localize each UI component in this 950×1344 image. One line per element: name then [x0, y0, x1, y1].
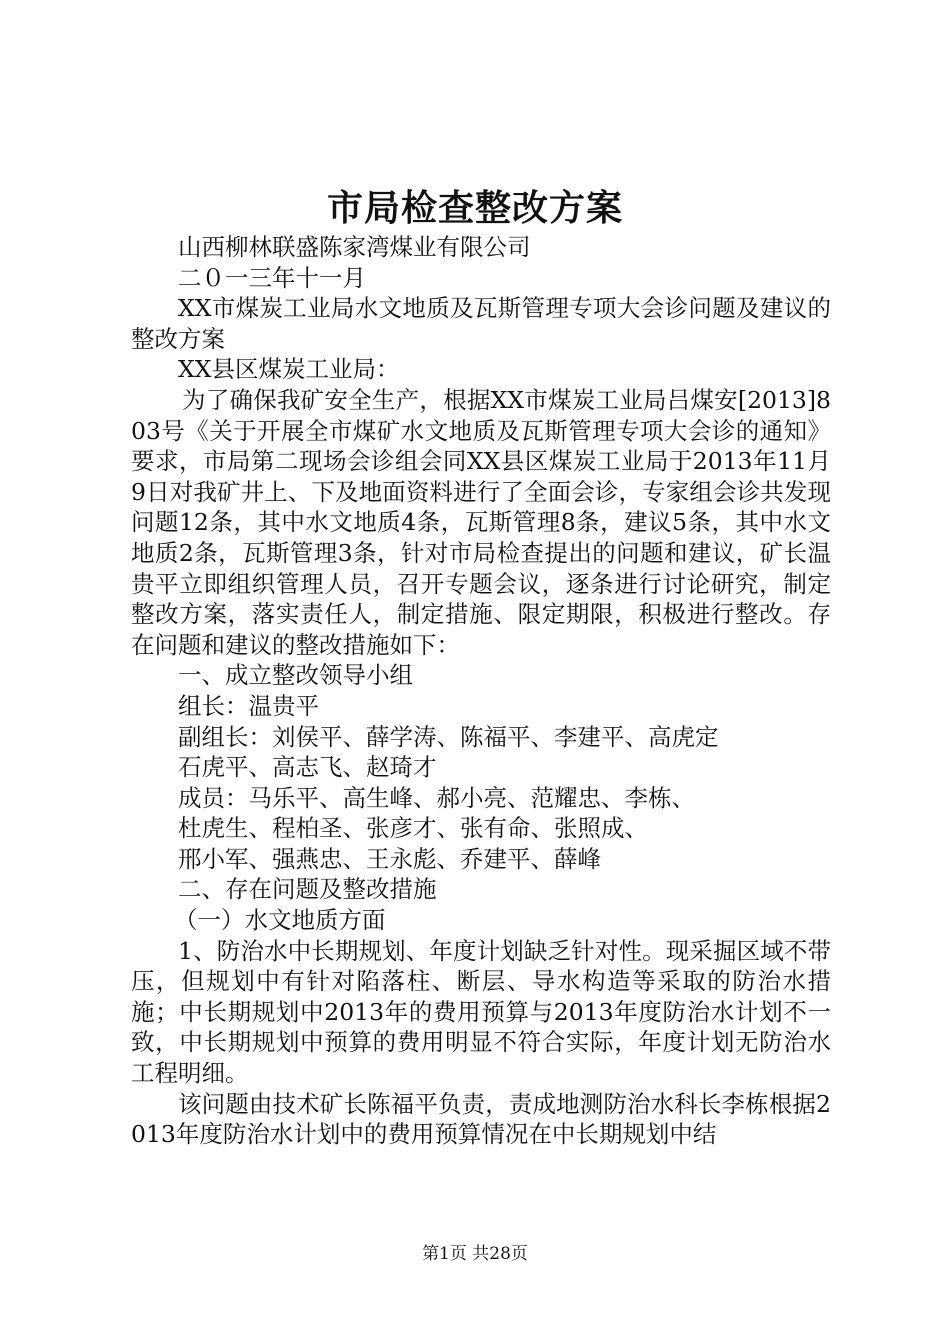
date-line: 二０一三年十一月 — [178, 263, 366, 292]
item1-response-paragraph: 该问题由技术矿长陈福平负责，责成地测防治水科长李栋根据2013年度防治水计划中的费用预算情况在中长期规划中结 — [131, 1089, 831, 1149]
document-title: 市局检查整改方案 — [326, 187, 623, 229]
section1-heading: 一、成立整改领导小组 — [178, 661, 413, 690]
page-number: 第1页 共28页 — [422, 1244, 528, 1264]
section2-heading: 二、存在问题及整改措施 — [178, 875, 437, 904]
item1-paragraph: 1、防治水中长期规划、年度计划缺乏针对性。现采掘区域不带压，但规划中有针对陷落柱、断层、导水构造等采取的防治水措施；中长期规划中2013年的费用预算与2013年度防治水计划不一致，中长期规划中预算的费用明显不符合实际，年度计划无防治水工程明细。 — [131, 936, 831, 1088]
members-line-3: 邢小军、强燕忠、王永彪、乔建平、薛峰 — [178, 844, 601, 873]
deputy-leaders-line-2: 石虎平、高志飞、赵琦才 — [178, 753, 437, 782]
members-line-1: 成员：马乐平、高生峰、郝小亮、范耀忠、李栋、 — [178, 783, 695, 812]
addressee-line: XX县区煤炭工业局： — [178, 355, 400, 384]
members-line-2: 杜虎生、程柏圣、张彦才、张有命、张照成、 — [178, 814, 648, 843]
leader-line: 组长：温贵平 — [178, 691, 319, 720]
deputy-leaders-line-1: 副组长：刘侯平、薛学涛、陈福平、李建平、高虎定 — [178, 722, 719, 751]
subsection1-heading: （一）水文地质方面 — [174, 906, 386, 935]
subject-paragraph: XX市煤炭工业局水文地质及瓦斯管理专项大会诊问题及建议的整改方案 — [131, 294, 831, 353]
document-body — [131, 232, 831, 1150]
intro-paragraph: 为了确保我矿安全生产，根据XX市煤炭工业局吕煤安[2013]803号《关于开展全市煤矿水文地质及瓦斯管理专项大会诊的通知》要求，市局第二现场会诊组会同XX县区煤炭工业局于2013年11月9日对我矿井上、下及地面资料进行了全面会诊，专家组会诊共发现问题12条，其中水文地质4条，瓦斯管理8条，建议5条，其中水文地质2条，瓦斯管理3条，针对市局检查提出的问题和建议，矿长温贵平立即组织管理人员，召开专题会议，逐条进行讨论研究，制定整改方案，落实责任人，制定措施、限定期限，积极进行整改。存在问题和建议的整改措施如下： — [131, 385, 831, 659]
company-line: 山西柳林联盛陈家湾煤业有限公司 — [178, 233, 531, 261]
